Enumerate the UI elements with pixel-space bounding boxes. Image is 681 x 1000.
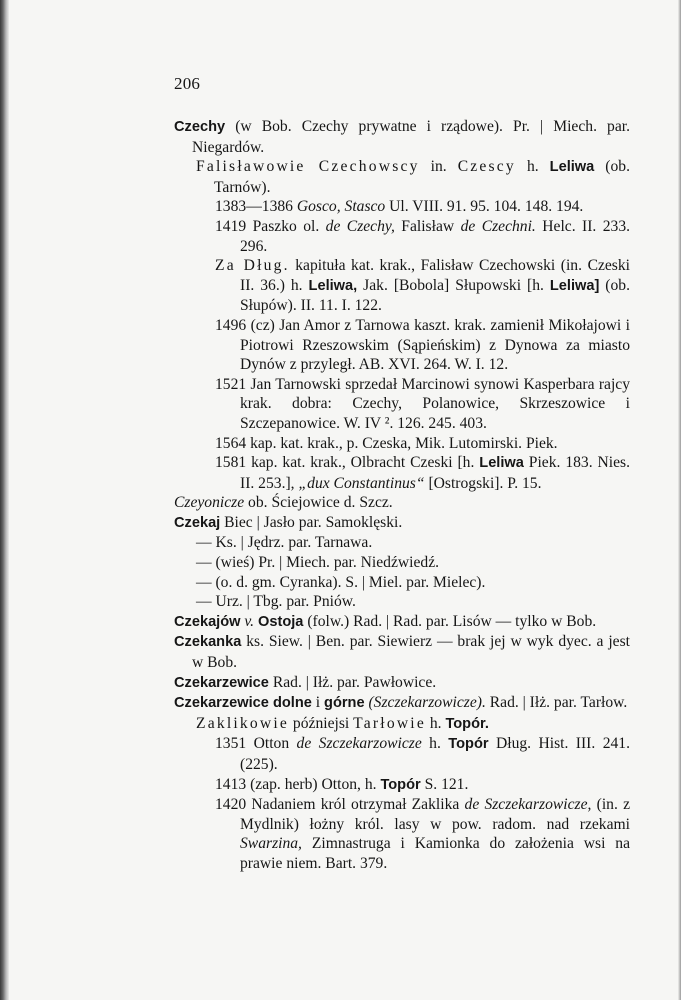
entry-1351: [174, 734, 630, 774]
text-run: Czekarzewice: [174, 674, 269, 691]
text-run: Helc. II. 233. 296.: [240, 217, 631, 255]
text-run: S. 121.: [420, 775, 469, 793]
text-run: Czekajów: [174, 613, 241, 630]
text-run: ks. Siew. | Ben. par. Siewierz — brak jej w wyk dyec. a jest w Bob.: [192, 633, 630, 672]
text-run: (Szczekarzowicze).: [368, 694, 486, 712]
text-run: 1420 Nadaniem król otrzymał Zaklika: [215, 796, 465, 814]
text-run: Rad. | Iłż. par. Pawłowice.: [268, 673, 437, 691]
text-run: (ob. Tarnów).: [214, 158, 630, 196]
text-run: Leliwa]: [549, 277, 600, 294]
text-run: Falisław: [394, 217, 461, 235]
text-run: (ob. Słupów). II. 11. I. 122.: [240, 276, 630, 315]
entry-czeyonicze: [174, 493, 630, 513]
text-run: in.: [419, 158, 458, 176]
text-run: — Urz. | Tbg. par. Pniów.: [196, 593, 356, 611]
entry-czekaj-cyranka: [174, 573, 630, 593]
text-run: de Szczekarzowicze,: [464, 796, 592, 814]
text-run: Tarłowie: [353, 714, 426, 732]
entry-zaklikowie: [174, 714, 630, 735]
text-run: 1496 (cz) Jan Amor z Tarnowa kaszt. krak. zamienił Mikołajowi i Piotrowi Rzeszowskim (Sąpieńskim) z Dynowa za miasto Dynów z przyległ. AB. XVI. 264. W. I. 12.: [215, 316, 630, 374]
text-run: Czeyonicze: [174, 494, 245, 512]
text-run: 1413 (zap. herb) Otton, h.: [215, 775, 381, 793]
text-run: (w Bob. Czechy prywatne i rządowe). Pr. | Miech. par. Niegardów.: [192, 118, 630, 156]
text-run: Ul. VIII. 91. 95. 104. 148. 194.: [385, 198, 584, 216]
text-run: Rad. | Iłż. par. Tarłow.: [485, 694, 628, 712]
entry-1581: [174, 453, 630, 493]
text-run: — (o. d. gm. Cyranka). S. | Miel. par. Mielec).: [196, 573, 486, 591]
text-run: (folw.) Rad. | Rad. par. Lisów — tylko w Bob.: [303, 612, 597, 630]
entry-1419: [174, 217, 630, 256]
entry-czekaj-ks: [174, 533, 630, 553]
entry-1383: [174, 197, 630, 217]
text-run: 1419 Paszko ol.: [215, 217, 326, 235]
text-run: Czekanka: [174, 634, 242, 651]
text-run: de Czechy,: [325, 217, 395, 235]
text-run: Swarzina,: [240, 835, 302, 853]
entry-1413: [174, 775, 630, 796]
text-run: Topór.: [445, 715, 489, 732]
text-run: Leliwa,: [308, 277, 358, 294]
entry-czekaj: [174, 513, 630, 534]
text-run: h.: [421, 735, 449, 753]
text-run: Czechy: [174, 119, 226, 135]
text-run: [Ostrogski]. P. 15.: [424, 474, 542, 492]
text-run: Falisławowie Czechowscy: [196, 158, 420, 176]
entry-czekarzewice: [174, 673, 630, 694]
text-run: Topór: [380, 776, 421, 793]
text-run: kapituła kat. krak., Falisław Czechowski (in. Czeski II. 36.) h.: [240, 257, 631, 294]
text-run: 1383—1386: [215, 198, 297, 216]
text-run: v.: [244, 612, 255, 630]
text-run: późniejsi: [289, 714, 354, 732]
entry-czechy: [174, 117, 630, 157]
text-run: Czekarzewice dolne: [174, 695, 312, 712]
text-run: Zaklikowie: [196, 714, 290, 732]
text-run: (in. z Mydlnik) łożny król. lasy w pow. radom. nad rzekami: [240, 796, 630, 833]
text-run: Leliwa: [549, 159, 595, 176]
text-run: Czescy: [457, 158, 516, 176]
text-run: Biec | Jasło par. Samoklęski.: [220, 513, 403, 531]
dictionary-text: [174, 117, 630, 874]
text-run: de Szczekarzowicze: [296, 735, 422, 753]
text-run: górne: [324, 695, 365, 712]
text-run: Dług. Hist. III. 241. (225).: [240, 735, 630, 773]
entry-czekaj-wies: [174, 553, 630, 573]
entry-czekaj-urz: [174, 592, 630, 612]
entry-czekarzewice-dolne: [174, 693, 630, 714]
text-run: Leliwa: [479, 455, 524, 472]
entry-falislawowie: [174, 157, 630, 197]
entry-czekajow: [174, 612, 630, 633]
entry-1496: [174, 316, 630, 375]
text-run: Gosco, Stasco: [296, 198, 386, 216]
entry-1564: [174, 434, 630, 454]
scan-edge-left: [0, 0, 9, 1000]
text-run: — (wieś) Pr. | Miech. par. Niedźwiedź.: [196, 554, 440, 572]
text-run: de Czechni.: [460, 217, 536, 235]
text-run: 1521 Jan Tarnowski sprzedał Marcinowi synowi Kasperbara rajcy krak. dobra: Czechy, Polanowice, Skrzeszowice i Szczepanowice. W. IV ². 126. 245. 403.: [215, 375, 630, 432]
text-run: „dux Constantinus“: [298, 474, 425, 492]
text-run: Piek. 183. Nies. II. 253.],: [240, 454, 630, 492]
text-run: ob. Ściejowice d. Szcz.: [244, 494, 393, 512]
text-run: — Ks. | Jędrz. par. Tarnawa.: [196, 534, 373, 552]
entry-czekanka: [174, 632, 630, 672]
text-run: Zimnastruga i Kamionka do założenia wsi na prawie niem. Bart. 379.: [240, 835, 630, 872]
text-run: 1351 Otton: [215, 735, 297, 753]
text-run: 1564 kap. kat. krak., p. Czeska, Mik. Lutomirski. Piek.: [215, 434, 558, 452]
entry-za-dlug: [174, 256, 630, 316]
page-number: 206: [174, 74, 201, 93]
text-run: i: [311, 694, 325, 712]
text-run: h.: [425, 714, 446, 732]
text-run: Topór: [448, 736, 489, 753]
text-run: h.: [515, 158, 550, 176]
entry-1521: [174, 375, 630, 434]
text-run: Za Dług.: [215, 257, 290, 275]
text-run: 1581 kap. kat. krak., Olbracht Czeski [h.: [215, 454, 480, 472]
text-run: Czekaj: [174, 514, 221, 531]
entry-1420: [174, 795, 630, 873]
text-run: Ostoja: [258, 613, 304, 630]
text-run: Jak. [Bobola] Słupowski [h.: [357, 276, 550, 294]
